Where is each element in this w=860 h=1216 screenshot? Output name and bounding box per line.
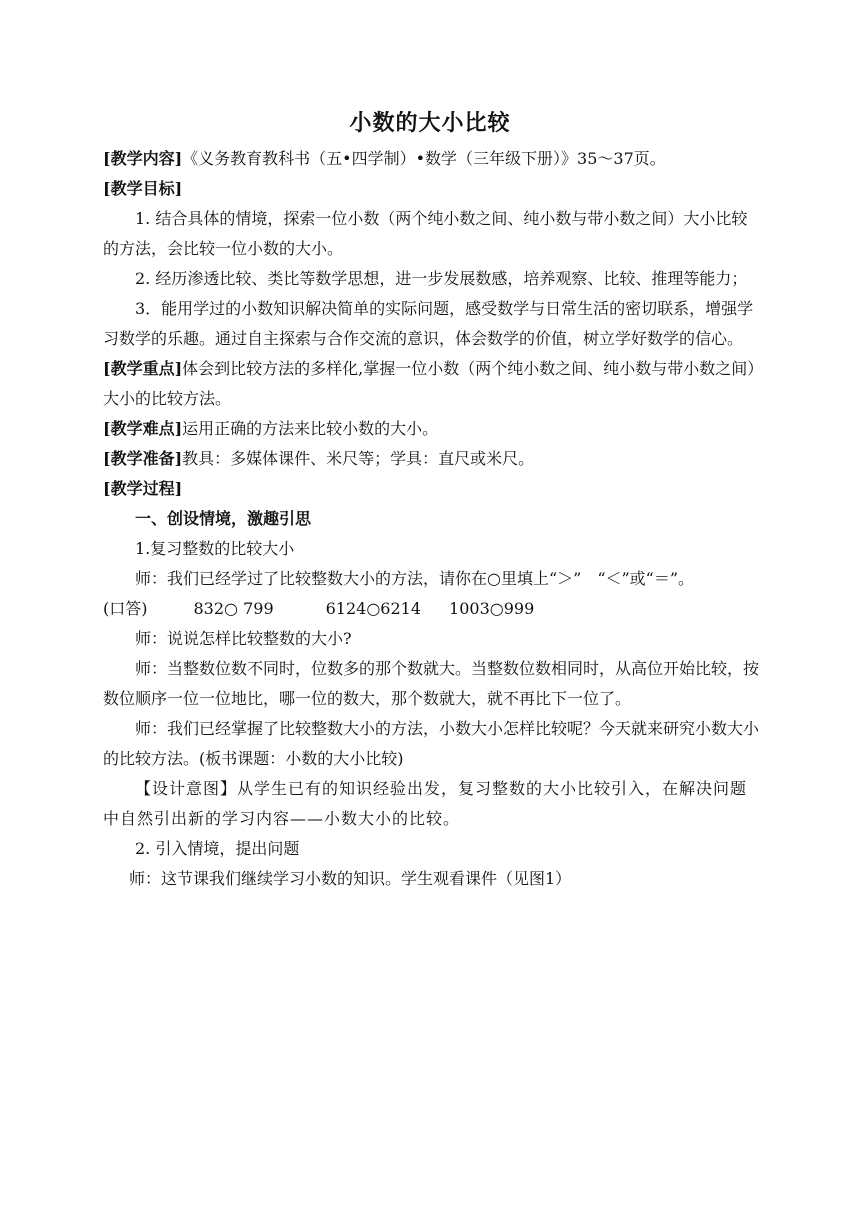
difficulty bbox=[103, 414, 763, 444]
teaching-goals-label: [教学目标] bbox=[103, 179, 183, 198]
difficulty-label: [教学难点] bbox=[103, 419, 183, 438]
teaching-content-text: 《义务教育教科书（五•四学制）•数学（三年级下册）》35～37页。 bbox=[182, 149, 666, 168]
compare-item-1: 832○ 799 bbox=[193, 599, 274, 618]
section1-heading: 一、创设情境，激趣引思 bbox=[135, 509, 312, 528]
step2-heading: 2. 引入情境，提出问题 bbox=[135, 839, 300, 858]
goal-item-3: 3．能用学过的小数知识解决简单的实际问题，感受数学与日常生活的密切联系，增强学习数学的乐趣。通过自主探索与合作交流的意识，体会数学的价值，树立学好数学的信心。 bbox=[103, 299, 754, 348]
key-point-label: [教学重点] bbox=[103, 359, 183, 378]
document-title: 小数的大小比较 bbox=[349, 110, 511, 136]
compare-item-3: 1003○999 bbox=[449, 599, 535, 618]
key-point-text: 体会到比较方法的多样化,掌握一位小数（两个纯小数之间、纯小数与带小数之间）大小的比较方法。 bbox=[103, 359, 756, 408]
preparation bbox=[103, 444, 763, 474]
process-label: [教学过程] bbox=[103, 479, 183, 498]
compare-row bbox=[103, 594, 763, 624]
process-line-1: 师：我们已经学过了比较整数大小的方法，请你在○里填上“＞” “＜”或“＝”。 bbox=[135, 569, 695, 588]
goal-item-2: 2. 经历渗透比较、类比等数学思想，进一步发展数感，培养观察、比较、推理等能力； bbox=[135, 269, 748, 288]
process-line-3: 师：当整数位数不同时，位数多的那个数就大。当整数位数相同时，从高位开始比较，按数位顺序一位一位地比，哪一位的数大，那个数就大，就不再比下一位了。 bbox=[103, 659, 760, 708]
design-note: 【设计意图】从学生已有的知识经验出发，复习整数的大小比较引入，在解决问题中自然引出新的学习内容——小数大小的比较。 bbox=[103, 779, 748, 828]
step1-heading: 1.复习整数的比较大小 bbox=[135, 539, 295, 558]
process-line-2: 师：说说怎样比较整数的大小? bbox=[135, 629, 352, 648]
compare-prefix: (口答) bbox=[103, 599, 148, 618]
goal-item-1: 1. 结合具体的情境，探索一位小数（两个纯小数之间、纯小数与带小数之间）大小比较的方法，会比较一位小数的大小。 bbox=[103, 209, 748, 258]
process-line-5: 师：这节课我们继续学习小数的知识。学生观看课件（见图1） bbox=[129, 869, 572, 888]
teaching-content-label: [教学内容] bbox=[103, 149, 183, 168]
preparation-label: [教学准备] bbox=[103, 449, 183, 468]
document-body bbox=[103, 144, 763, 894]
teaching-content bbox=[103, 144, 763, 174]
process-line-4: 师：我们已经掌握了比较整数大小的方法，小数大小怎样比较呢？今天就来研究小数大小的比较方法。(板书课题：小数的大小比较) bbox=[103, 719, 760, 768]
key-point bbox=[103, 354, 763, 414]
difficulty-text: 运用正确的方法来比较小数的大小。 bbox=[182, 419, 439, 438]
preparation-text: 教具：多媒体课件、米尺等；学具：直尺或米尺。 bbox=[182, 449, 535, 468]
compare-item-2: 6124○6214 bbox=[325, 599, 422, 618]
